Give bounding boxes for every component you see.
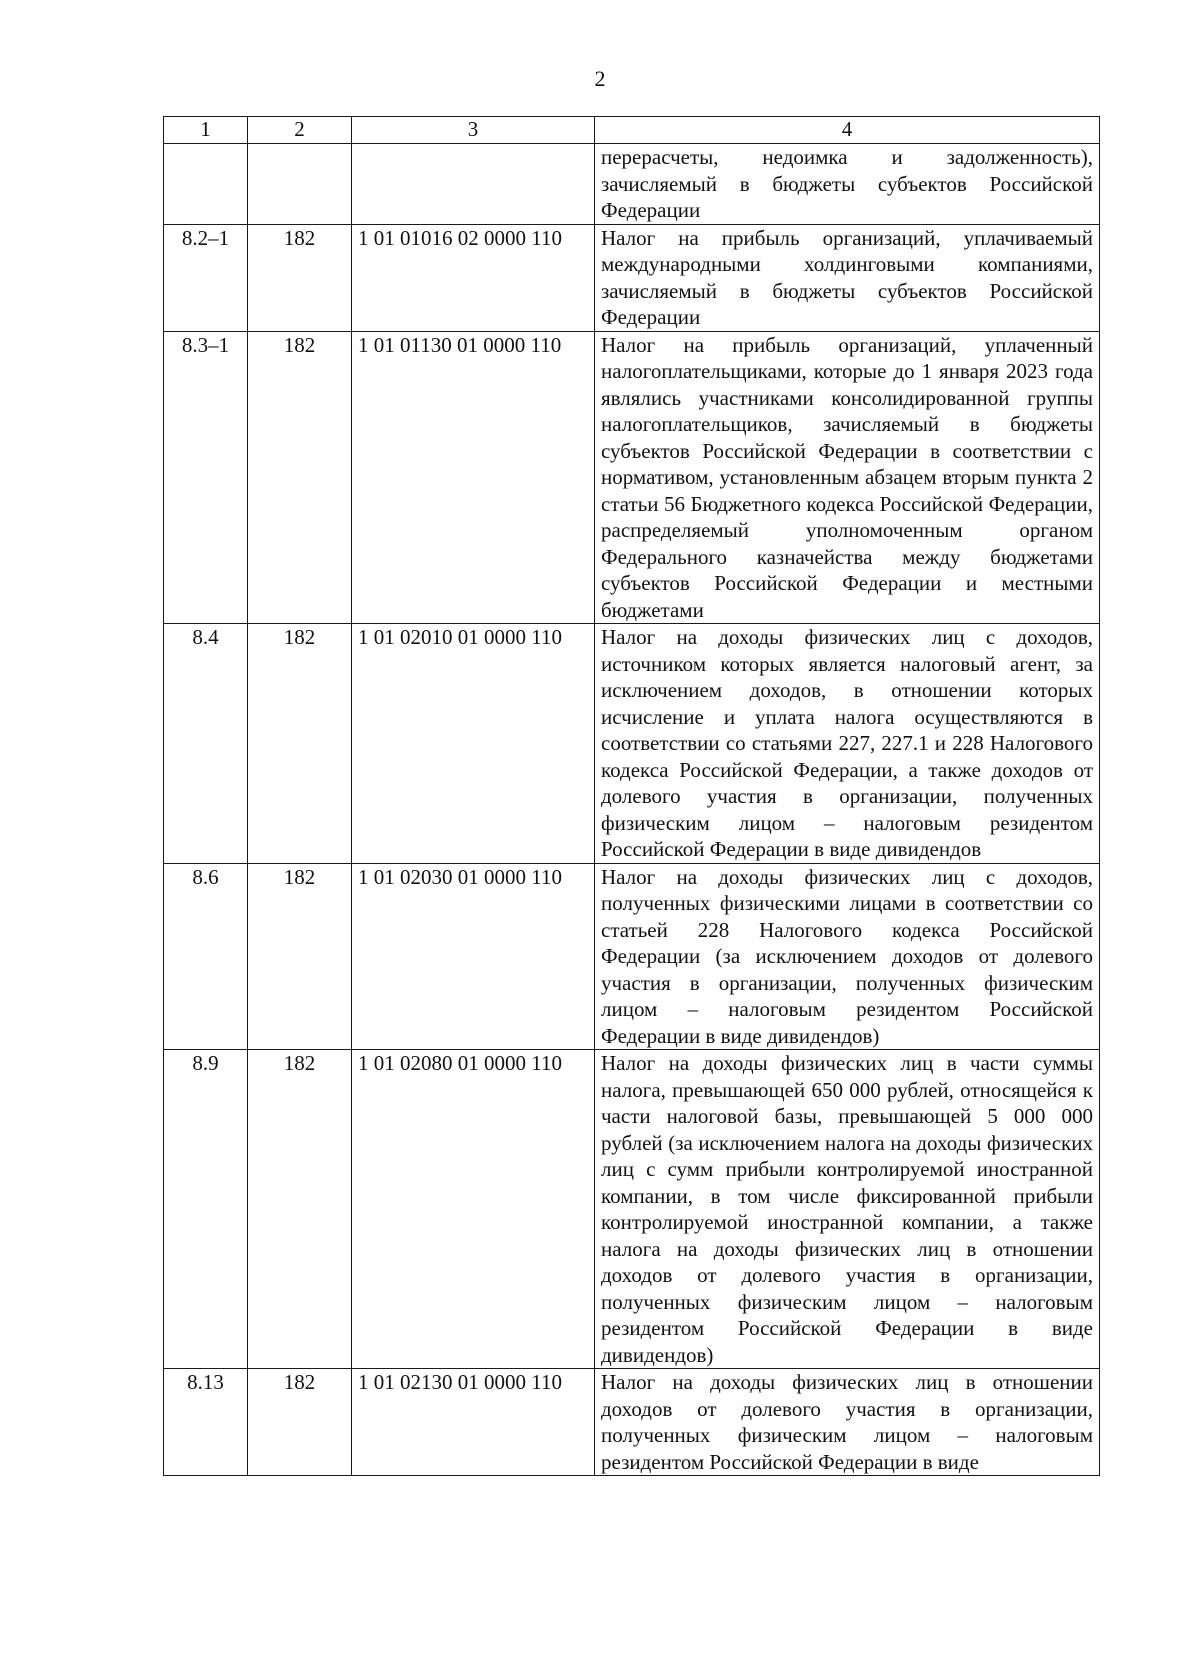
income-description: Налог на доходы физических лиц с доходов, источником которых является налоговый агент, за исключением доходов, в отношении которых исчисление и уплата налога осуществляются в соответствии со статьями 227, 227.1 и 228 Налогового кодекса Российской Федерации, а также доходов от долевого участия в организации, полученных физическим лицом – налоговым резидентом Российской Федерации в виде дивидендов [595, 624, 1100, 864]
header-col-2: 2 [248, 117, 352, 144]
header-col-1: 1 [164, 117, 248, 144]
row-number: 8.2–1 [164, 224, 248, 331]
row-number: 8.6 [164, 863, 248, 1050]
budget-classification-code: 1 01 01016 02 0000 110 [352, 224, 595, 331]
table-row [164, 863, 1100, 1050]
administrator-code: 182 [248, 863, 352, 1050]
budget-classification-code: 1 01 02010 01 0000 110 [352, 624, 595, 864]
administrator-code: 182 [248, 224, 352, 331]
budget-classification-code [352, 144, 595, 225]
table-row [164, 331, 1100, 624]
row-number: 8.9 [164, 1050, 248, 1369]
header-col-3: 3 [352, 117, 595, 144]
income-description: Налог на доходы физических лиц в отношении доходов от долевого участия в организации, полученных физическим лицом – налоговым резидентом Российской Федерации в виде [595, 1369, 1100, 1476]
table-row [164, 224, 1100, 331]
income-description: Налог на доходы физических лиц в части суммы налога, превышающей 650 000 рублей, относящейся к части налоговой базы, превышающей 5 000 000 рублей (за исключением налога на доходы физических лиц с сумм прибыли контролируемой иностранной компании, в том числе фиксированной прибыли контролируемой иностранной компании, а также налога на доходы физических лиц в отношении доходов от долевого участия в организации, полученных физическим лицом – налоговым резидентом Российской Федерации в виде дивидендов) [595, 1050, 1100, 1369]
table-row [164, 624, 1100, 864]
income-description: Налог на доходы физических лиц с доходов, полученных физическими лицами в соответствии со статьей 228 Налогового кодекса Российской Федерации (за исключением доходов от долевого участия в организации, полученных физическим лицом – налоговым резидентом Российской Федерации в виде дивидендов) [595, 863, 1100, 1050]
administrator-code: 182 [248, 1369, 352, 1476]
administrator-code: 182 [248, 1050, 352, 1369]
budget-classification-code: 1 01 02080 01 0000 110 [352, 1050, 595, 1369]
income-description: Налог на прибыль организаций, уплачиваемый международными холдинговыми компаниями, зачисляемый в бюджеты субъектов Российской Федерации [595, 224, 1100, 331]
page-number: 2 [594, 66, 606, 91]
row-number: 8.13 [164, 1369, 248, 1476]
administrator-code: 182 [248, 624, 352, 864]
table-row [164, 1050, 1100, 1369]
income-description: Налог на прибыль организаций, уплаченный налогоплательщиками, которые до 1 января 2023 года являлись участниками консолидированной группы налогоплательщиков, зачисляемый в бюджеты субъектов Российской Федерации в соответствии с нормативом, установленным абзацем вторым пункта 2 статьи 56 Бюджетного кодекса Российской Федерации, распределяемый уполномоченным органом Федерального казначейства между бюджетами субъектов Российской Федерации и местными бюджетами [595, 331, 1100, 624]
budget-classification-code: 1 01 02030 01 0000 110 [352, 863, 595, 1050]
budget-classification-code: 1 01 02130 01 0000 110 [352, 1369, 595, 1476]
row-number: 8.3–1 [164, 331, 248, 624]
table-row [164, 144, 1100, 225]
table-row [164, 1369, 1100, 1476]
income-description: перерасчеты, недоимка и задолженность), зачисляемый в бюджеты субъектов Российской Федерации [595, 144, 1100, 225]
budget-classification-table [163, 116, 1100, 1476]
administrator-code [248, 144, 352, 225]
row-number [164, 144, 248, 225]
header-col-4: 4 [595, 117, 1100, 144]
table-header-row [164, 117, 1100, 144]
row-number: 8.4 [164, 624, 248, 864]
administrator-code: 182 [248, 331, 352, 624]
budget-classification-code: 1 01 01130 01 0000 110 [352, 331, 595, 624]
